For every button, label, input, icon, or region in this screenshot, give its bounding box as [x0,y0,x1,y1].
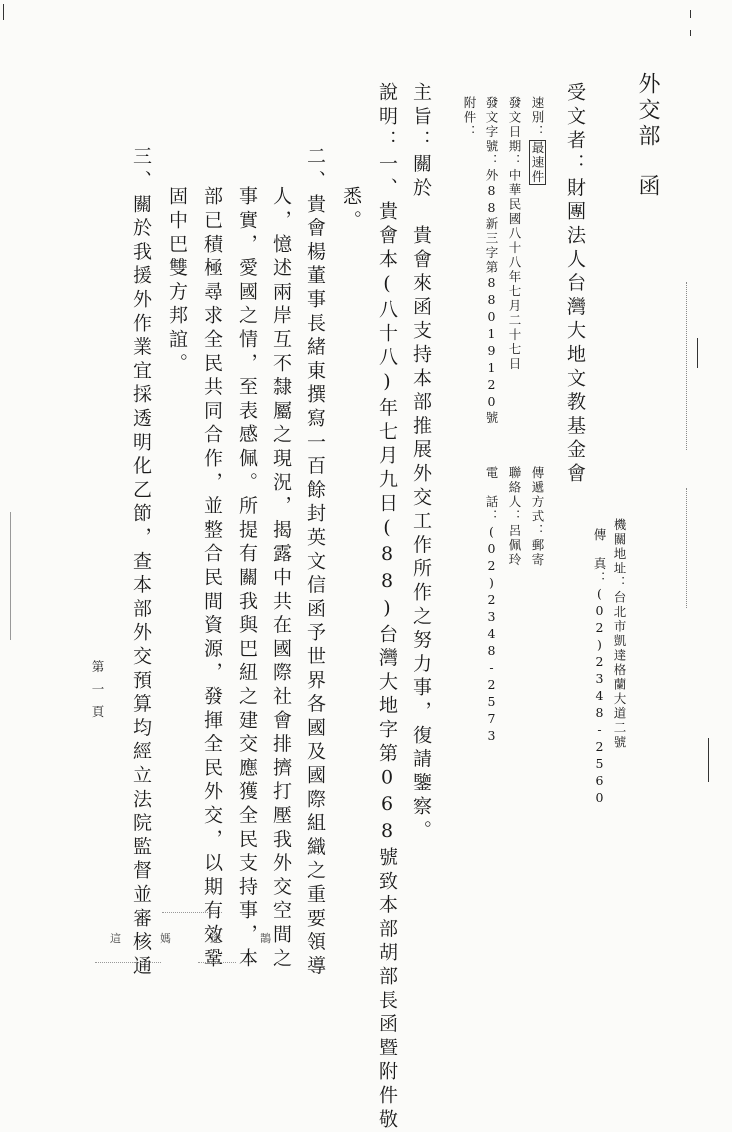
meta-attachment: 附件： [462,96,477,140]
explanation-3: 三、關於我援外作業宜採透明化乙節，查本部外交預算均經立法院監督並審核通 [130,146,152,979]
office-contact: 聯絡人：呂佩玲 [507,466,522,568]
office-address: 機關地址：台北市凱達格蘭大道二號 [612,518,627,750]
edge-mark-top-right-1 [690,10,691,18]
explanation-2-2: 人，憶述兩岸互不隸屬之現況，揭露中共在國際社會排擠打壓我外交空間之 [270,186,292,972]
bottom-dots-1 [95,962,161,963]
meta-speed-value: 最速件 [530,140,545,184]
office-transmit: 傳遞方式：郵寄 [530,466,545,568]
recipient: 受文者：財團法人台灣大地文教基金會 [564,82,586,487]
explanation-1: 說明：一、貴會本(八十八)年七月九日(88)台灣大地字第068號致本部胡部長函暨附件敬 [376,82,398,1132]
explanation-2-3: 事實，愛國之情，至表感佩。所提有關我與巴紐之建交應獲全民支持事，本 [236,186,258,972]
meta-date: 發文日期：中華民國八十八年七月二十七日 [507,96,522,372]
meta-speed [528,96,546,185]
edge-mark-mid-right [697,338,698,368]
meta-speed-label: 速別： [530,96,545,140]
meta-number: 發文字號：外88新三字第88019120號 [484,96,499,426]
seal-text: 這 媽 途 鵲 [110,932,285,945]
subject-cont: 悉。 [340,186,362,234]
explanation-2-5: 固中巴雙方邦誼。 [166,186,188,377]
separator-dots-lower [686,488,687,608]
edge-mark-right-low [708,738,709,782]
bottom-dots-2 [198,962,236,963]
edge-mark-left-long [10,512,11,640]
separator-dots-upper [686,282,687,450]
edge-mark-top-left [3,4,4,20]
issuer-org: 外交部 [635,72,660,150]
office-phone: 電 話：(02)2348-2573 [484,466,499,745]
subject-line: 主旨：關於 貴會來函支持本部推展外交工作所作之努力事，復請鑒察。 [410,82,432,844]
edge-mark-top-right-2 [690,30,691,36]
doc-type: 函 [635,174,660,200]
page-number: 第一頁 [90,660,105,728]
explanation-2-1: 二、貴會楊董事長緒東撰寫一百餘封英文信函予世界各國及國際組織之重要領導 [304,146,326,979]
bottom-dots-3 [162,912,222,913]
explanation-2-4: 部已積極尋求全民共同合作，並整合民間資源，發揮全民外交，以期有效鞏 [201,186,223,972]
office-fax: 傳 真：(02)2348-2560 [592,528,607,807]
